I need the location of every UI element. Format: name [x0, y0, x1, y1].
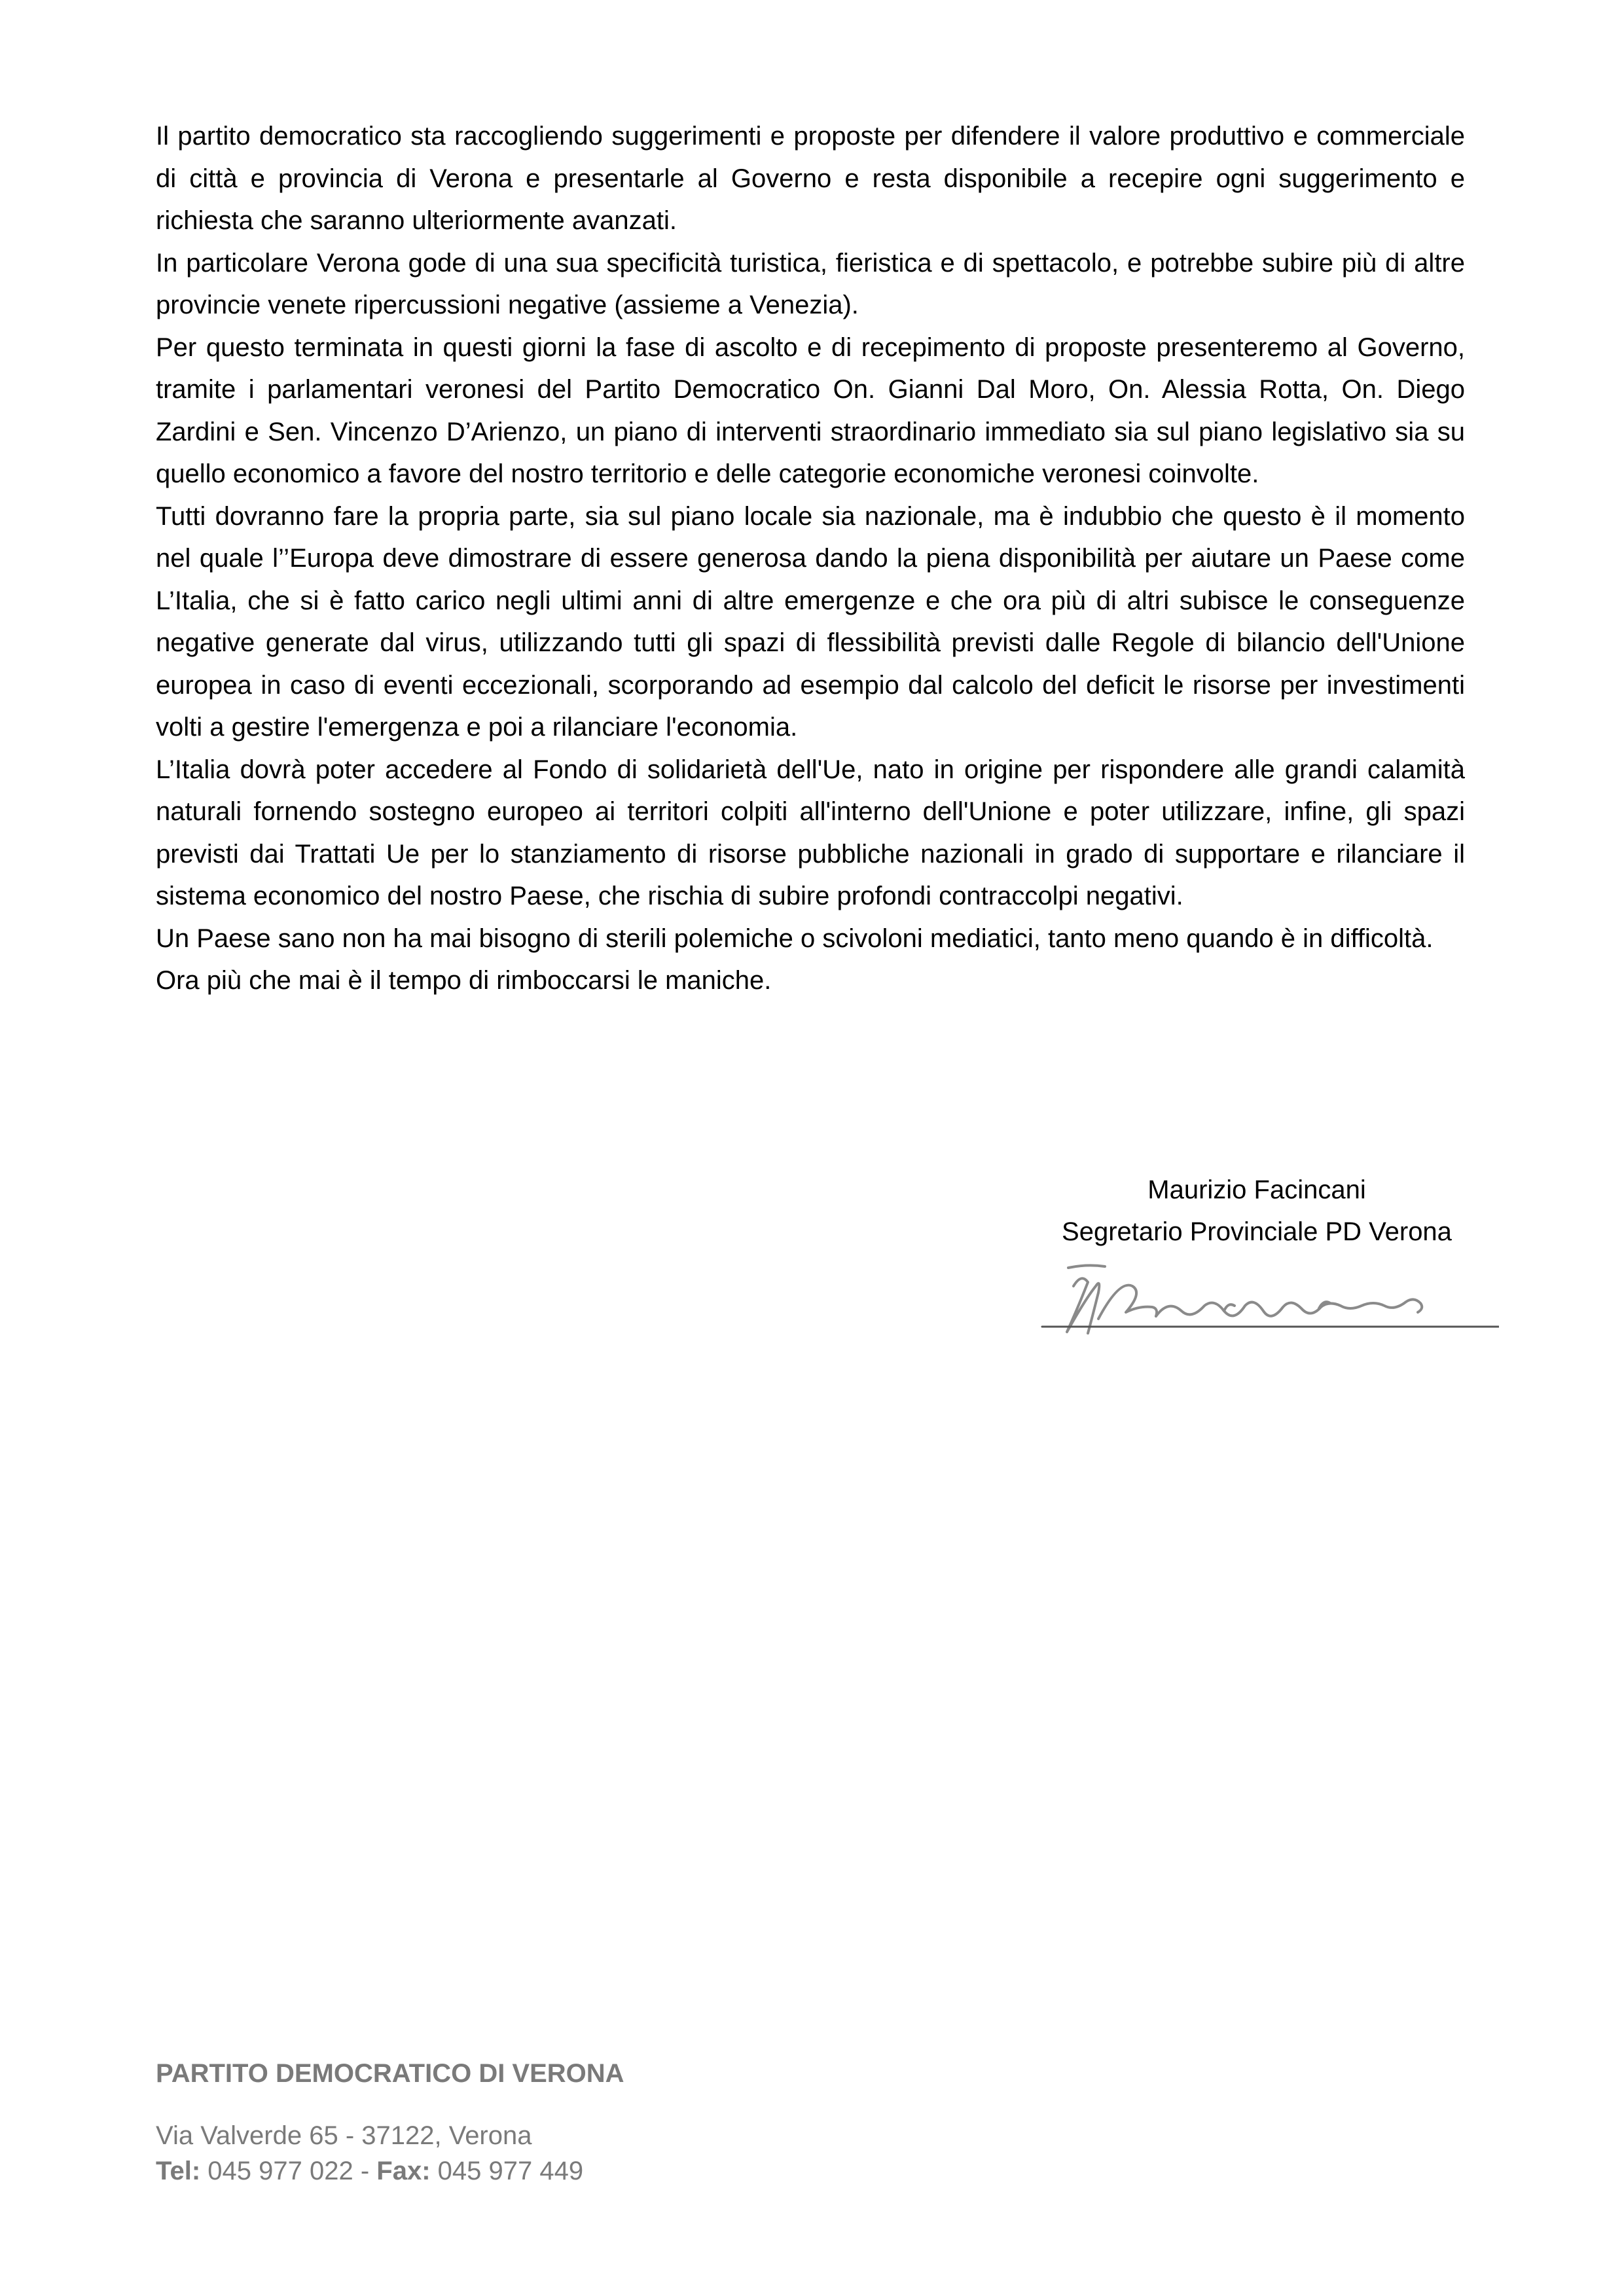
tel-label: Tel: — [156, 2157, 201, 2185]
paragraph-1: Il partito democratico sta raccogliendo suggerimenti e proposte per difendere il valore produttivo e commerciale di città e provincia di Verona e presentarle al Governo e resta disponibile a recepire ogni suggerimento e richiesta che saranno ulteriormente avanzati. — [156, 122, 1465, 235]
paragraph-7: Ora più che mai è il tempo di rimboccarsi le maniche. — [156, 966, 772, 995]
paragraph-6: Un Paese sano non ha mai bisogno di sterili polemiche o scivoloni mediatici, tanto meno quando è in difficoltà. — [156, 924, 1434, 953]
footer-organization: PARTITO DEMOCRATICO DI VERONA — [156, 2059, 624, 2088]
tel-value: 045 977 022 - — [200, 2157, 377, 2185]
handwritten-signature — [1028, 1260, 1499, 1358]
fax-value: 045 977 449 — [430, 2157, 584, 2185]
paragraph-5: L’Italia dovrà poter accedere al Fondo di solidarietà dell'Ue, nato in origine per rispondere alle grandi calamità naturali fornendo sostegno europeo ai territori colpiti all'interno dell'Unione e poter utilizzare, infine, gli spazi previsti dai Trattati Ue per lo stanziamento di risorse pubbliche nazionali in grado di supportare e rilanciare il sistema economico del nostro Paese, che rischia di subire profondi contraccolpi negativi. — [156, 755, 1465, 910]
footer-contacts — [156, 2153, 1072, 2189]
letter-body — [156, 115, 1465, 1002]
paragraph-3: Per questo terminata in questi giorni la fase di ascolto e di recepimento di proposte presenteremo al Governo, tramite i parlamentari veronesi del Partito Democratico On. Gianni Dal Moro, On. Alessia Rotta, On. Diego Zardini e Sen. Vincenzo D’Arienzo, un piano di interventi straordinario immediato sia sul piano legislativo sia su quello economico a favore del nostro territorio e delle categorie economiche veronesi coinvolte. — [156, 332, 1465, 488]
footer-address: Via Valverde 65 - 37122, Verona — [156, 2121, 532, 2150]
signature-block — [1021, 1169, 1492, 1253]
letterhead-footer — [156, 2055, 1072, 2189]
paragraph-4: Tutti dovranno fare la propria parte, sia sul piano locale sia nazionale, ma è indubbio che questo è il momento nel quale l’’Europa deve dimostrare di essere generosa dando la piena disponibilità per aiutare un Paese come L’Italia, che si è fatto carico negli ultimi anni di altre emergenze e che ora più di altri subisce le conseguenze negative generate dal virus, utilizzando tutti gli spazi di flessibilità previsti dalle Regole di bilancio dell'Unione europea in caso di eventi eccezionali, scorporando ad esempio dal calcolo del deficit le risorse per investimenti volti a gestire l'emergenza e poi a rilanciare l'economia. — [156, 501, 1465, 742]
signer-role: Segretario Provinciale PD Verona — [1062, 1217, 1452, 1246]
paragraph-2: In particolare Verona gode di una sua specificità turistica, fieristica e di spettacolo, e potrebbe subire più di altre provincie venete ripercussioni negative (assieme a Venezia). — [156, 248, 1465, 319]
fax-label: Fax: — [376, 2157, 431, 2185]
signer-name: Maurizio Facincani — [1147, 1175, 1366, 1204]
